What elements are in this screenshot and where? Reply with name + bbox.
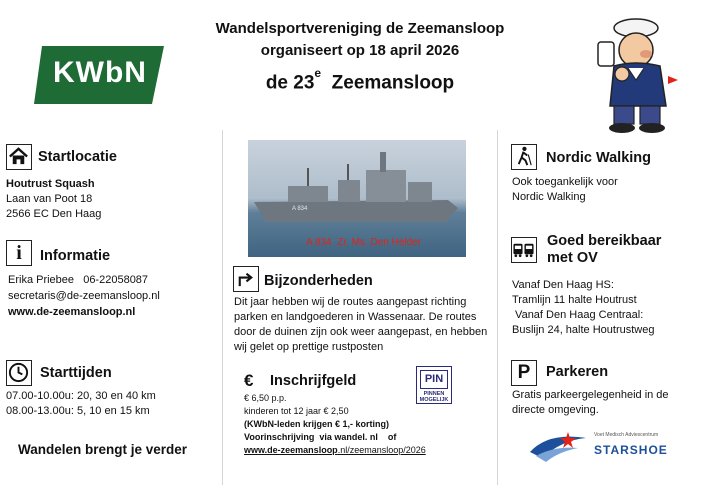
ov-line-1: Vanaf Den Haag HS:: [512, 279, 614, 291]
column-divider-right: [497, 130, 498, 485]
ship-photo: [248, 140, 466, 257]
info-contact: Erika Priebee 06-22058087: [8, 274, 149, 286]
times-line-2: 08.00-13.00u: 5, 10 en 15 km: [6, 405, 150, 417]
header-line-1: Wandelsportvereniging de Zeemansloop: [215, 20, 505, 37]
pin-logo-sub-1: PINNEN: [423, 391, 445, 397]
start-address-city: 2566 EC Den Haag: [6, 208, 102, 220]
nordic-walker-icon: [511, 144, 537, 170]
ship-hull-code: A 834: [292, 206, 308, 212]
info-icon: i: [6, 240, 32, 266]
bus-icon: [511, 237, 537, 263]
house-icon: [6, 144, 32, 170]
header-event-name: Zeemansloop: [331, 72, 455, 94]
pin-logo-sub-2: MOGELIJK: [419, 397, 449, 403]
start-title: Startlocatie: [38, 149, 117, 165]
starshoe-logo: [528, 426, 678, 468]
kwbn-logo-text: KWbN: [53, 56, 147, 89]
pin-logo-label: PIN: [420, 370, 448, 389]
header-line-2: organiseert op 18 april 2026: [260, 42, 460, 59]
pin-logo: [416, 366, 452, 404]
ov-title-1: Goed bereikbaar: [547, 233, 662, 249]
fee-link-domain: www.de-zeemansloop: [244, 445, 338, 455]
ov-line-2: Tramlijn 11 halte Houtrust: [512, 294, 637, 306]
fee-line-4: Voorinschrijving via wandel. nl of: [244, 432, 397, 442]
fee-line-2: kinderen tot 12 jaar € 2,50: [244, 406, 349, 416]
fee-title: Inschrijfgeld: [270, 373, 357, 389]
nordic-line-1: Ook toegankelijk voor: [512, 176, 618, 188]
euro-icon: €: [244, 371, 254, 390]
turn-right-arrow-icon: [233, 266, 259, 292]
starshoe-name: STARSHOE: [594, 443, 668, 457]
parking-text: Gratis parkeergelegenheid in de directe omgeving.: [512, 389, 669, 416]
details-text: Dit jaar hebben wij de routes aangepast richting parken en landgoederen in Wassenaar. De routes door de duinen zijn ook weer aangepast, en hebben wij gelet op prettige rustposten: [234, 296, 488, 353]
start-address-street: Laan van Poot 18: [6, 193, 93, 205]
fee-line-3: (KWbN-leden krijgen € 1,- korting): [244, 419, 390, 429]
times-line-1: 07.00-10.00u: 20, 30 en 40 km: [6, 390, 156, 402]
ov-line-4: Buslijn 24, halte Houtrustweg: [512, 324, 655, 336]
fee-line-1: € 6,50 p.p.: [244, 393, 287, 403]
info-email[interactable]: secretaris@de-zeemansloop.nl: [8, 290, 160, 302]
nordic-line-2: Nordic Walking: [512, 191, 586, 203]
header-edition-suffix: e: [314, 66, 322, 80]
info-title: Informatie: [40, 248, 111, 264]
sailor-mascot: [588, 14, 688, 134]
parking-title: Parkeren: [546, 364, 609, 380]
starshoe-swoosh: [528, 426, 590, 468]
times-title: Starttijden: [40, 365, 112, 381]
nordic-title: Nordic Walking: [546, 150, 651, 166]
ship-caption: A 834 Zr. Ms. Den Helder: [306, 237, 422, 248]
kwbn-logo: [34, 46, 164, 104]
starshoe-tagline: Voet Medisch Adviescentrum: [594, 432, 659, 438]
column-divider-left: [222, 130, 223, 485]
parking-icon-letter: P: [517, 362, 531, 383]
details-title: Bijzonderheden: [264, 273, 373, 289]
fee-link-path: .nl/zeemansloop/2026: [337, 445, 426, 455]
info-website[interactable]: www.de-zeemansloop.nl: [8, 306, 136, 318]
header-edition-number: de 23: [265, 72, 315, 94]
ov-title-2: met OV: [547, 250, 598, 266]
clock-icon: [6, 360, 32, 386]
ov-line-3: Vanaf Den Haag Centraal:: [512, 309, 644, 321]
start-name: Houtrust Squash: [6, 178, 95, 190]
slogan: Wandelen brengt je verder: [18, 442, 188, 457]
parking-icon: [511, 360, 537, 386]
header-line-3: [160, 66, 560, 94]
fee-link[interactable]: [244, 445, 426, 455]
